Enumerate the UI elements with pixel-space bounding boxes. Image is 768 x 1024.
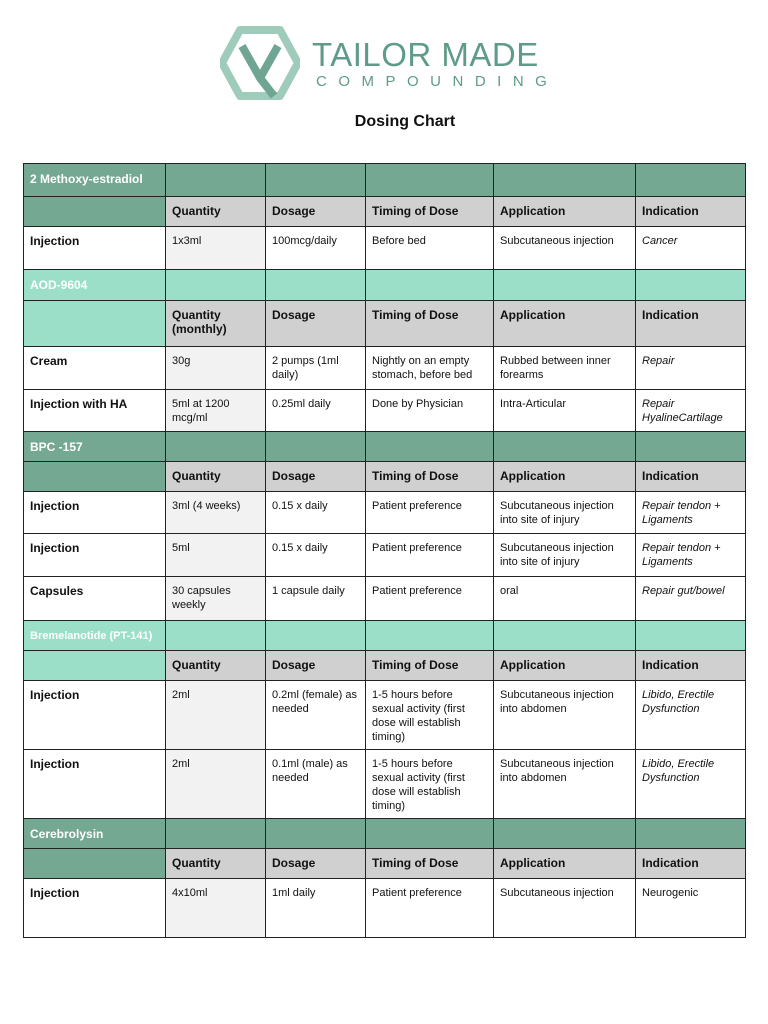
quantity-cell: 5ml xyxy=(166,534,266,577)
header-indication: Indication xyxy=(636,849,746,879)
header-quantity-monthly: Quantity (monthly) xyxy=(166,301,266,347)
form-cell: Injection xyxy=(24,750,166,819)
header-quantity: Quantity xyxy=(166,462,266,492)
header-row xyxy=(24,462,746,492)
header-indication: Indication xyxy=(636,651,746,681)
dosage-cell: 0.15 x daily xyxy=(266,492,366,534)
section-row xyxy=(24,621,746,651)
header-timing: Timing of Dose xyxy=(366,197,494,227)
brand-name: TAILOR MADE xyxy=(312,36,539,73)
form-cell: Injection xyxy=(24,534,166,577)
dosage-cell: 0.1ml (male) as needed xyxy=(266,750,366,819)
header-application: Application xyxy=(494,197,636,227)
indication-cell: Repair gut/bowel xyxy=(636,577,746,621)
header-timing: Timing of Dose xyxy=(366,651,494,681)
indication-cell: Repair xyxy=(636,347,746,390)
timing-cell: Patient preference xyxy=(366,879,494,938)
timing-cell: 1-5 hours before sexual activity (first dose will establish timing) xyxy=(366,681,494,750)
indication-cell: Cancer xyxy=(636,227,746,270)
hexagon-chevron-logo-icon xyxy=(220,26,300,100)
section-name: BPC -157 xyxy=(24,432,166,462)
header-row xyxy=(24,301,746,347)
quantity-cell: 30g xyxy=(166,347,266,390)
table-row xyxy=(24,347,746,390)
form-cell: Injection with HA xyxy=(24,390,166,432)
quantity-cell: 2ml xyxy=(166,750,266,819)
page-title: Dosing Chart xyxy=(354,113,456,130)
section-row xyxy=(24,432,746,462)
timing-cell: Patient preference xyxy=(366,492,494,534)
section-row xyxy=(24,270,746,301)
application-cell: Rubbed between inner forearms xyxy=(494,347,636,390)
section-name: 2 Methoxy-estradiol xyxy=(24,164,166,197)
header-row xyxy=(24,197,746,227)
indication-cell: Repair tendon + Ligaments xyxy=(636,534,746,577)
timing-cell: Patient preference xyxy=(366,577,494,621)
timing-cell: Before bed xyxy=(366,227,494,270)
form-cell: Injection xyxy=(24,227,166,270)
indication-cell: Neurogenic xyxy=(636,879,746,938)
timing-cell: 1-5 hours before sexual activity (first dose will establish timing) xyxy=(366,750,494,819)
header-application: Application xyxy=(494,301,636,347)
header-dosage: Dosage xyxy=(266,651,366,681)
header-dosage: Dosage xyxy=(266,301,366,347)
quantity-cell: 1x3ml xyxy=(166,227,266,270)
section-row xyxy=(24,164,746,197)
table-row xyxy=(24,534,746,577)
table-row xyxy=(24,492,746,534)
application-cell: Subcutaneous injection into abdomen xyxy=(494,750,636,819)
dosage-cell: 1ml daily xyxy=(266,879,366,938)
table-row xyxy=(24,750,746,819)
quantity-cell: 5ml at 1200 mcg/ml xyxy=(166,390,266,432)
header-indication: Indication xyxy=(636,197,746,227)
quantity-cell: 4x10ml xyxy=(166,879,266,938)
form-cell: Injection xyxy=(24,879,166,938)
table-row xyxy=(24,577,746,621)
header-timing: Timing of Dose xyxy=(366,849,494,879)
header-quantity: Quantity xyxy=(166,197,266,227)
header-timing: Timing of Dose xyxy=(366,301,494,347)
header-dosage: Dosage xyxy=(266,462,366,492)
header-row xyxy=(24,651,746,681)
application-cell: Subcutaneous injection into site of injury xyxy=(494,534,636,577)
form-cell: Injection xyxy=(24,492,166,534)
timing-cell: Nightly on an empty stomach, before bed xyxy=(366,347,494,390)
dosage-cell: 1 capsule daily xyxy=(266,577,366,621)
table-row xyxy=(24,390,746,432)
indication-cell: Repair HyalineCartilage xyxy=(636,390,746,432)
form-cell: Cream xyxy=(24,347,166,390)
application-cell: Subcutaneous injection xyxy=(494,879,636,938)
quantity-cell: 2ml xyxy=(166,681,266,750)
section-name: Bremelanotide (PT-141) xyxy=(24,621,166,651)
application-cell: Subcutaneous injection into site of injury xyxy=(494,492,636,534)
quantity-cell: 30 capsules weekly xyxy=(166,577,266,621)
dosage-cell: 2 pumps (1ml daily) xyxy=(266,347,366,390)
section-row xyxy=(24,819,746,849)
table-row xyxy=(24,227,746,270)
header-quantity: Quantity xyxy=(166,849,266,879)
section-name: Cerebrolysin xyxy=(24,819,166,849)
dosing-table xyxy=(23,163,746,938)
timing-cell: Patient preference xyxy=(366,534,494,577)
header-row xyxy=(24,849,746,879)
header-dosage: Dosage xyxy=(266,849,366,879)
header-application: Application xyxy=(494,462,636,492)
header-dosage: Dosage xyxy=(266,197,366,227)
table-row xyxy=(24,879,746,938)
dosage-cell: 0.2ml (female) as needed xyxy=(266,681,366,750)
dosage-cell: 0.15 x daily xyxy=(266,534,366,577)
dosage-cell: 100mcg/daily xyxy=(266,227,366,270)
brand-logo xyxy=(220,26,559,100)
indication-cell: Libido, Erectile Dysfunction xyxy=(636,681,746,750)
header-indication: Indication xyxy=(636,462,746,492)
timing-cell: Done by Physician xyxy=(366,390,494,432)
form-cell: Injection xyxy=(24,681,166,750)
header-quantity: Quantity xyxy=(166,651,266,681)
header-application: Application xyxy=(494,849,636,879)
indication-cell: Repair tendon + Ligaments xyxy=(636,492,746,534)
table-row xyxy=(24,681,746,750)
application-cell: Intra-Articular xyxy=(494,390,636,432)
application-cell: Subcutaneous injection xyxy=(494,227,636,270)
form-cell: Capsules xyxy=(24,577,166,621)
header-application: Application xyxy=(494,651,636,681)
brand-subtitle: COMPOUNDING xyxy=(316,73,559,90)
application-cell: oral xyxy=(494,577,636,621)
section-name: AOD-9604 xyxy=(24,270,166,301)
dosage-cell: 0.25ml daily xyxy=(266,390,366,432)
header-indication: Indication xyxy=(636,301,746,347)
header-timing: Timing of Dose xyxy=(366,462,494,492)
quantity-cell: 3ml (4 weeks) xyxy=(166,492,266,534)
indication-cell: Libido, Erectile Dysfunction xyxy=(636,750,746,819)
application-cell: Subcutaneous injection into abdomen xyxy=(494,681,636,750)
